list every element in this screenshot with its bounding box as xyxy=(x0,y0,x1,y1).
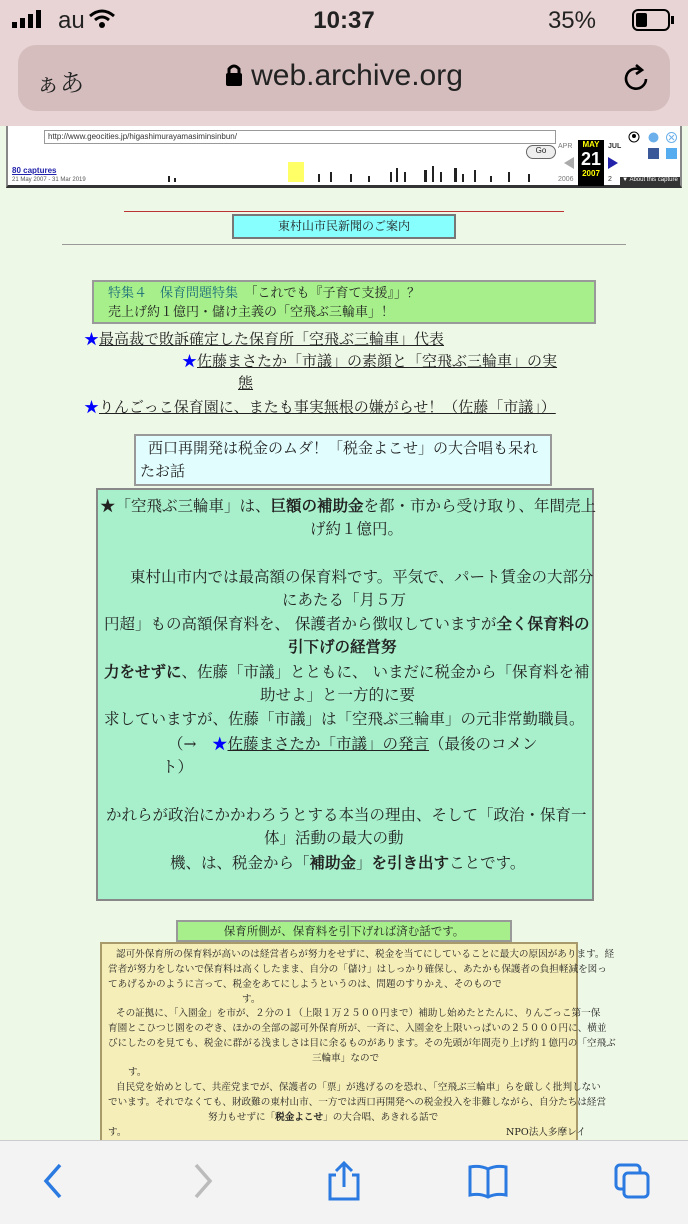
forward-icon[interactable] xyxy=(182,1161,222,1201)
reload-icon[interactable] xyxy=(622,64,652,94)
battery-icon xyxy=(632,9,676,31)
note-line: 自民党を始めとして、共産党までが、保護者の「票」が逃げるのを恐れ、「空飛ぶ三輪車」らを厳しく批判しない xyxy=(116,1082,601,1093)
next-year[interactable]: 2 xyxy=(608,176,612,183)
star-icon: ★ xyxy=(84,330,100,348)
status-bar xyxy=(0,0,688,40)
twitter-icon[interactable] xyxy=(666,148,677,159)
list-item[interactable] xyxy=(182,350,557,372)
lock-icon xyxy=(225,63,243,87)
note-box xyxy=(100,942,616,1142)
help-icon[interactable] xyxy=(648,132,659,143)
note-line: 営者が努力をしないで保育料は高くしたまま、自分の「儲け」はしっかり確保し、あたかも保護者の負担軽減を図っ xyxy=(108,964,607,975)
bottom-title: 保育所側が、保育料を引下げれば済む話です。 xyxy=(176,920,512,942)
capture-range: 21 May 2007 - 31 Mar 2019 xyxy=(12,177,86,183)
para2-line9: ト） xyxy=(162,758,194,776)
about-capture-button[interactable]: ▼ About this capture xyxy=(620,177,680,187)
note-line: びにしたのを見ても、税金に群がる浅ましさは目に余るものがあります。その先頭が年間売り上げ約１億円の「空飛ぶ xyxy=(108,1038,616,1049)
note-line: す。 xyxy=(242,994,261,1005)
note-line: す。 xyxy=(108,1127,127,1138)
safari-bottom-toolbar xyxy=(0,1140,688,1224)
address-text[interactable] xyxy=(18,59,670,93)
para3-line2: 体」活動の最大の動 xyxy=(264,829,404,847)
prev-month[interactable]: APR xyxy=(558,143,573,150)
article-link[interactable]: 最高裁で敗訴確定した保育所「空飛ぶ三輪車」代表 xyxy=(99,330,445,348)
note-line: でいます。それでなくても、財政難の東村山市、一方では西口再開発への税金投入を非難しながら、自分たちは経営 xyxy=(108,1097,607,1108)
para2-line1: 東村山市内では最高額の保育料です。平気で、パート賃金の大部分 xyxy=(130,568,594,586)
wayback-toolbar xyxy=(6,126,682,188)
para2-line6: 助せよ」と一方的に要 xyxy=(260,686,416,704)
feature-subtitle: 「これでも『子育て支援』」？ xyxy=(251,286,421,301)
prev-year[interactable]: 2006 xyxy=(558,176,574,183)
note-line: その証拠に、「入園金」を市が、２分の１（上限１万２５００円まで）補助し始めたとたんに、りんごっこ第一保 xyxy=(116,1008,601,1019)
note-line: す。 xyxy=(128,1067,147,1078)
bookmarks-icon[interactable] xyxy=(468,1161,508,1201)
back-icon[interactable] xyxy=(34,1161,74,1201)
para2-line7: 求していますが、佐藤「市議」は「空飛ぶ三輪車」の元非常勤職員。 xyxy=(104,710,585,728)
para3-line1: かれらが政治にかかわろうとする本当の理由、そして「政治・保育一 xyxy=(106,806,587,824)
close-icon[interactable] xyxy=(666,132,677,143)
current-month: MAY xyxy=(582,140,600,149)
note-line: 三輪車」なので xyxy=(312,1053,380,1064)
capture-sparkline[interactable] xyxy=(128,160,548,184)
reader-options-button[interactable]: ぁあ xyxy=(36,70,84,97)
list-item[interactable] xyxy=(238,372,253,394)
para1-line1: ★「空飛ぶ三輪車」は、巨額の補助金を都・市から受け取り、年間売上 xyxy=(100,496,597,515)
current-year: 2007 xyxy=(582,169,600,178)
domain-label: web.archive.org xyxy=(251,59,463,92)
user-icon[interactable] xyxy=(628,131,640,143)
next-capture-arrow-icon[interactable] xyxy=(608,157,618,169)
article-link-cont[interactable]: 態 xyxy=(238,374,254,392)
capture-date xyxy=(578,140,604,186)
list-item[interactable] xyxy=(84,328,444,350)
nishiguchi-line1: 西口再開発は税金のムダ！「税金よこせ」の大合唱も呆れ xyxy=(148,439,539,457)
note-line: 努力もせずに「税金よこせ」の大合唱、あきれる話で xyxy=(208,1112,439,1123)
address-bar[interactable] xyxy=(18,45,670,111)
main-article xyxy=(96,488,597,901)
statement-link[interactable]: 佐藤まさたか「市議」の発言 xyxy=(227,735,430,753)
wayback-go-button[interactable]: Go xyxy=(526,145,556,159)
nishiguchi-box[interactable] xyxy=(134,434,552,486)
para1-line2: げ約１億円。 xyxy=(310,520,404,538)
note-signature: NPO法人多摩レイ xyxy=(506,1127,586,1138)
current-day: 21 xyxy=(580,149,602,169)
para2-line2: にあたる「月５万 xyxy=(282,591,407,609)
browser-toolbar xyxy=(0,40,688,126)
guide-title: 東村山市民新聞のご案内 xyxy=(232,214,456,239)
feature-box xyxy=(92,280,596,324)
carrier-label: au xyxy=(58,7,85,34)
next-month[interactable]: JUL xyxy=(608,143,622,150)
clock: 10:37 xyxy=(313,7,375,34)
divider xyxy=(62,244,626,245)
article-link[interactable]: りんごっこ保育園に、またも事実無根の嫌がらせ！（佐藤「市議」） xyxy=(99,398,556,416)
feature-label: 特集４ 保育問題特集 xyxy=(108,286,239,301)
wayback-url-input[interactable]: http://www.geocities.jp/higashimurayamasiminsinbun/ xyxy=(44,130,556,144)
captures-link[interactable]: 80 captures xyxy=(12,166,57,175)
share-icon[interactable] xyxy=(324,1161,364,1201)
facebook-icon[interactable] xyxy=(648,148,659,159)
note-line: 育園とこひつじ園をのぞき、ほかの全部の認可外保育所が、一斉に、入園金を上限いっぱいの２５０００円に、横並 xyxy=(108,1023,607,1034)
tabs-icon[interactable] xyxy=(612,1161,652,1201)
star-icon: ★ xyxy=(182,352,198,370)
para2-line4: 引下げの経営努 xyxy=(288,637,397,656)
para2-line3: 円超」もの高額保育料を、 保護者から徴収していますが全く保育料の xyxy=(104,614,590,633)
para3-line3: 機、は、税金から「補助金」を引き出すことです。 xyxy=(170,853,526,872)
article-link[interactable]: 佐藤まさたか「市議」の素顔と「空飛ぶ三輪車」の実 xyxy=(197,352,558,370)
divider xyxy=(124,211,564,212)
nishiguchi-line2: たお話 xyxy=(140,462,186,480)
star-icon: ★ xyxy=(212,735,228,753)
note-line: 認可外保育所の保育料が高いのは経営者らが努力をせずに、税金を当てにしていることに最大の原因があります。経 xyxy=(116,949,615,960)
note-line: てあげるかのように言って、税金をあてにしようというのは、問題のすりかえ、そのもので xyxy=(108,979,502,990)
feature-headline: 売上げ約１億円・儲け主義の「空飛ぶ三輪車」！ xyxy=(108,305,395,320)
para2-line8: （→ ★佐藤まさたか「市議」の発言（最後のコメン xyxy=(168,735,538,753)
battery-percent: 35% xyxy=(547,7,596,34)
prev-capture-arrow-icon[interactable] xyxy=(564,157,574,169)
list-item[interactable] xyxy=(84,396,556,418)
para2-line5: 力をせずに、佐藤「市議」とともに、 いまだに税金から「保育料を補 xyxy=(104,662,590,681)
star-icon: ★ xyxy=(84,398,100,416)
